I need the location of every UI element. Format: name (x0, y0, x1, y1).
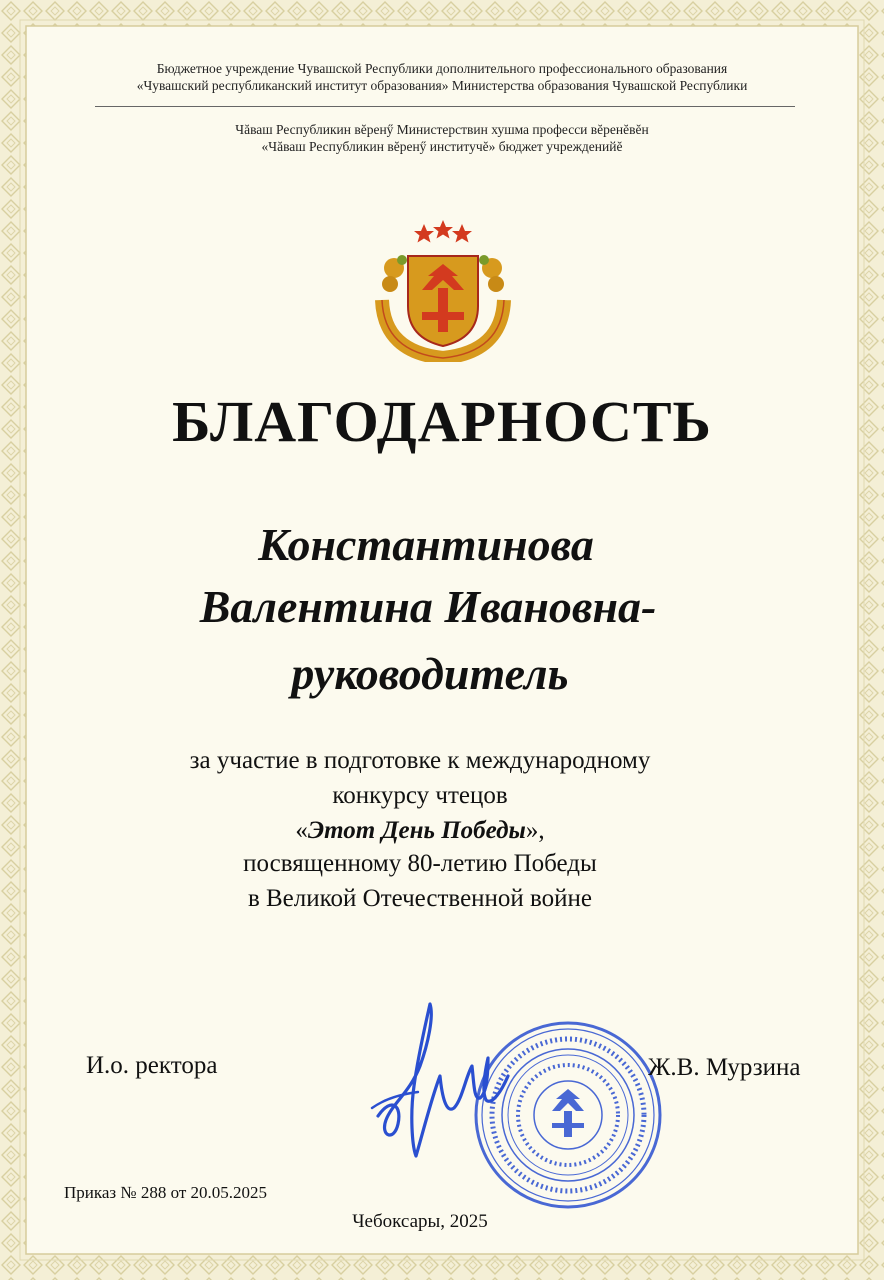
header-ru-line2: «Чувашский республиканский институт образования» Министерства образования Чувашской Республики (136, 78, 748, 93)
header-cv-line2: «Чăваш Республикин вĕренӳ институчĕ» бюджет учрежденийĕ (261, 139, 623, 154)
reason-line-3 (0, 815, 862, 847)
header-cv (60, 121, 824, 155)
reason-line-5: в Великой Отечественной войне (247, 885, 593, 912)
handwritten-signature (362, 996, 522, 1166)
city-year: Чебоксары, 2025 (352, 1211, 488, 1232)
signatory-position: И.о. ректора (86, 1052, 218, 1079)
recipient-given-names: Валентина Ивановна- (199, 581, 657, 632)
reason-line-4: посвященному 80-летию Победы (243, 850, 597, 877)
header-divider (95, 106, 795, 107)
reason-line-1: за участие в подготовке к международному (189, 747, 651, 774)
quote-close: », (525, 817, 545, 844)
header-ru-line1: Бюджетное учреждение Чувашской Республики дополнительного профессионального образования (156, 61, 728, 76)
certificate-title: БЛАГОДАРНОСТЬ (172, 389, 712, 454)
quote-open: « (295, 817, 308, 844)
order-reference: Приказ № 288 от 20.05.2025 (64, 1183, 268, 1202)
signatory-name: Ж.В. Мурзина (648, 1054, 801, 1081)
header-cv-line1: Чăваш Республикин вĕренӳ Министерствин хушма професси вĕренĕвĕн (235, 122, 649, 137)
recipient-role: руководитель (291, 648, 569, 699)
chuvash-coat-of-arms-icon (372, 220, 514, 362)
recipient-surname: Константинова (258, 519, 594, 570)
contest-title: Этот День Победы (307, 817, 526, 844)
reason-line-2: конкурсу чтецов (332, 782, 508, 809)
header-ru (60, 60, 824, 94)
